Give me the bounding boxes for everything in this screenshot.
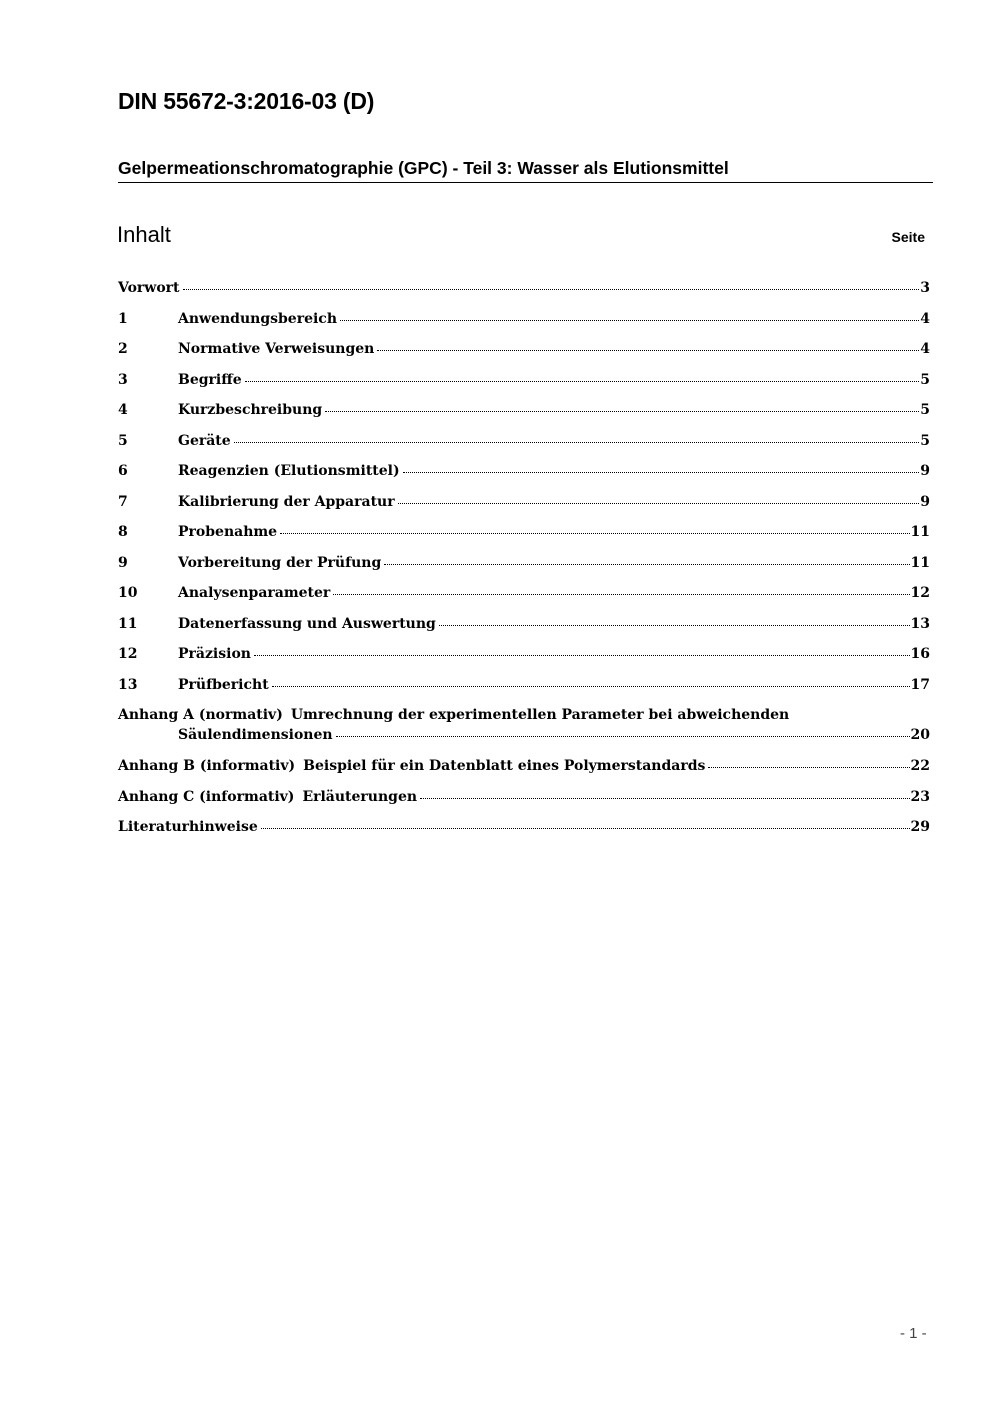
toc-entry-page: 9 — [920, 493, 930, 510]
toc-entry-number: 7 — [118, 493, 128, 510]
dot-leader — [336, 736, 910, 737]
toc-annex-title: Umrechnung der experimentellen Parameter bei abweichenden — [290, 707, 790, 723]
toc-entry-number: 5 — [118, 432, 128, 449]
dot-leader — [234, 442, 920, 443]
toc-entry-annex-a[interactable] — [118, 707, 930, 758]
toc-entry-section-3[interactable] — [118, 372, 930, 403]
toc-entry-section-9[interactable] — [118, 555, 930, 586]
toc-entry-page: 23 — [910, 788, 930, 805]
toc-annex-prefix: Anhang C (informativ) — [118, 788, 295, 805]
toc-entry-section-6[interactable] — [118, 463, 930, 494]
toc-heading: Inhalt — [117, 222, 171, 247]
toc-entry-label: Geräte — [178, 432, 231, 449]
toc-entry-label: Vorwort — [118, 280, 180, 296]
toc-entry-section-7[interactable] — [118, 494, 930, 525]
toc-entry-foreword[interactable] — [118, 280, 930, 311]
toc-entry-label: Präzision — [178, 646, 251, 662]
toc-entry-section-13[interactable] — [118, 677, 930, 708]
toc-entry-label: Vorbereitung der Prüfung — [178, 554, 382, 571]
toc-entry-page: 5 — [920, 371, 930, 388]
toc-entry-page: 17 — [910, 676, 930, 693]
document-subtitle: Gelpermeationschromatographie (GPC) - Teil 3: Wasser als Elutionsmittel — [118, 158, 933, 183]
dot-leader — [261, 828, 910, 829]
dot-leader — [439, 625, 910, 626]
toc-entry-label: Prüfbericht — [178, 676, 269, 693]
table-of-contents — [118, 280, 930, 850]
document-title: DIN 55672-3:2016-03 (D) — [118, 88, 375, 114]
dot-leader — [183, 289, 920, 290]
dot-leader — [245, 381, 920, 382]
toc-entry-page: 9 — [920, 463, 930, 479]
toc-entry-number: 4 — [118, 402, 128, 418]
dot-leader — [420, 798, 909, 799]
toc-entry-number: 9 — [118, 554, 128, 571]
dot-leader — [384, 564, 909, 565]
toc-entry-number: 11 — [118, 615, 138, 632]
toc-entry-number: 8 — [118, 524, 128, 540]
toc-entry-label: Normative Verweisungen — [178, 341, 375, 357]
toc-entry-section-4[interactable] — [118, 402, 930, 433]
toc-entry-label: Datenerfassung und Auswertung — [178, 615, 436, 632]
toc-annex-prefix: Anhang A (normativ) — [118, 707, 283, 723]
dot-leader — [403, 472, 920, 473]
toc-entry-page: 4 — [920, 310, 930, 327]
toc-entry-annex-c[interactable] — [118, 789, 930, 820]
toc-entry-section-5[interactable] — [118, 433, 930, 464]
toc-entry-page: 3 — [920, 280, 930, 296]
dot-leader — [333, 594, 909, 595]
page-column-label: Seite — [891, 229, 925, 245]
toc-entry-section-10[interactable] — [118, 585, 930, 616]
toc-entry-page: 11 — [910, 554, 930, 571]
toc-entry-number: 3 — [118, 371, 128, 388]
toc-entry-section-2[interactable] — [118, 341, 930, 372]
toc-entry-number: 10 — [118, 585, 138, 601]
toc-annex-title: Beispiel für ein Datenblatt eines Polymerstandards — [303, 758, 706, 774]
toc-entry-label: Literaturhinweise — [118, 819, 258, 835]
toc-entry-label: Anwendungsbereich — [178, 310, 337, 327]
toc-annex-title-continued: Säulendimensionen — [178, 727, 333, 743]
toc-entry-number: 12 — [118, 646, 138, 662]
toc-entry-number: 2 — [118, 341, 128, 357]
toc-entry-number: 6 — [118, 463, 128, 479]
toc-annex-title: Erläuterungen — [302, 788, 418, 805]
dot-leader — [340, 320, 919, 321]
dot-leader — [325, 411, 919, 412]
toc-entry-page: 11 — [910, 524, 930, 540]
toc-entry-label: Kalibrierung der Apparatur — [178, 493, 395, 510]
toc-entry-section-12[interactable] — [118, 646, 930, 677]
page-number: - 1 - — [900, 1325, 927, 1342]
dot-leader — [272, 686, 910, 687]
dot-leader — [708, 767, 909, 768]
toc-entry-page: 13 — [910, 615, 930, 632]
dot-leader — [398, 503, 920, 504]
toc-entry-page: 5 — [920, 402, 930, 418]
toc-entry-page: 22 — [910, 758, 930, 774]
toc-entry-section-1[interactable] — [118, 311, 930, 342]
toc-entry-page: 4 — [920, 341, 930, 357]
toc-entry-page: 12 — [910, 585, 930, 601]
toc-entry-page: 5 — [920, 432, 930, 449]
toc-entry-label: Reagenzien (Elutionsmittel) — [178, 463, 400, 479]
toc-entry-label: Kurzbeschreibung — [178, 402, 323, 418]
toc-entry-label: Analysenparameter — [178, 585, 331, 601]
toc-entry-page: 16 — [910, 646, 930, 662]
toc-entry-label: Begriffe — [178, 371, 242, 388]
toc-entry-page: 20 — [910, 727, 930, 743]
toc-entry-page: 29 — [910, 819, 930, 835]
toc-entry-section-11[interactable] — [118, 616, 930, 647]
toc-entry-label: Probenahme — [178, 524, 278, 540]
toc-entry-number: 1 — [118, 310, 128, 327]
toc-entry-bibliography[interactable] — [118, 819, 930, 850]
dot-leader — [254, 655, 910, 656]
toc-entry-section-8[interactable] — [118, 524, 930, 555]
dot-leader — [280, 533, 909, 534]
toc-entry-number: 13 — [118, 676, 138, 693]
toc-entry-annex-b[interactable] — [118, 758, 930, 789]
dot-leader — [377, 350, 919, 351]
toc-annex-prefix: Anhang B (informativ) — [118, 758, 296, 774]
